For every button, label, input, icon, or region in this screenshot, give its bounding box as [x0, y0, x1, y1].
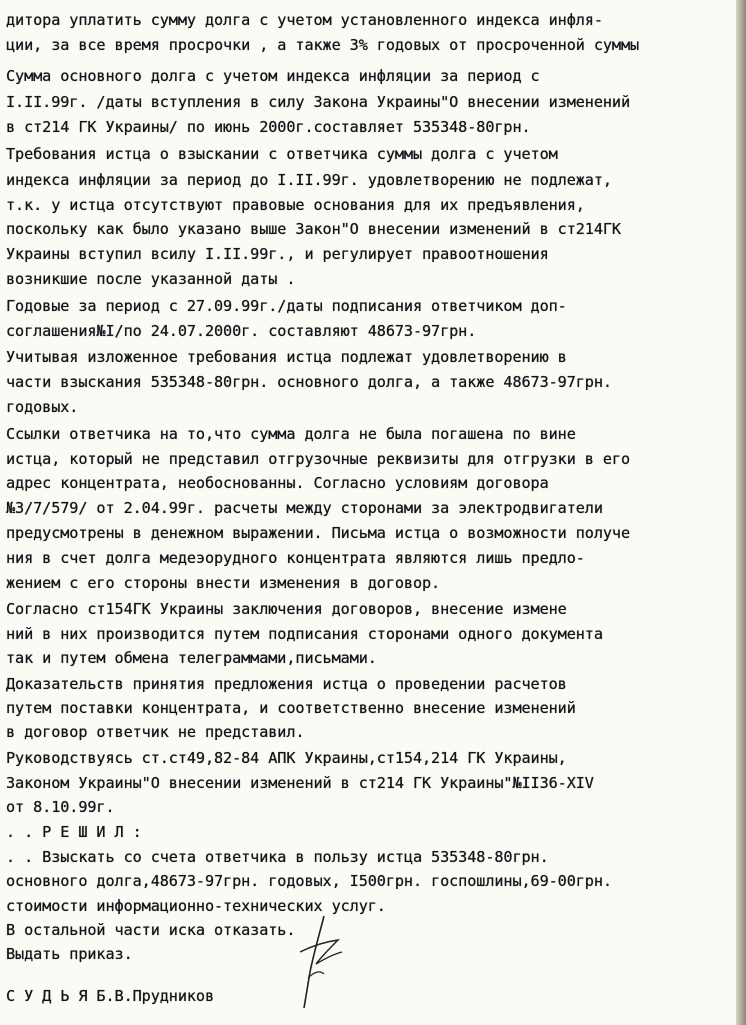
text-line: возникшие после указанной даты . — [6, 270, 296, 288]
text-line: Выдать приказ. — [6, 945, 133, 963]
text-line: ния в счет долга медеэорудного концентрата являются лишь предло- — [6, 549, 585, 567]
text-line: индекса инфляции за период до I.II.99г. удовлетворению не подлежат, — [6, 171, 612, 189]
decision-heading: . . Р Е Ш И Л : — [6, 823, 142, 841]
text-line: путем поставки концентрата, и соответственно внесение изменений — [6, 699, 576, 717]
text-line: №3/7/579/ от 2.04.99г. расчеты между сторонами за электродвигатели — [6, 499, 603, 517]
text-line: Доказательств принятия предложения истца о проведении расчетов — [6, 675, 567, 693]
text-line: Законом Украины"О внесении изменений в ст214 ГК Украины"№II36-XIV — [6, 774, 594, 792]
handwritten-signature — [290, 912, 350, 1012]
text-line: в ст214 ГК Украины/ по июнь 2000г.составляет 535348-80грн. — [6, 118, 531, 136]
text-line: истца, который не представил отгрузочные реквизиты для отгрузки в его — [6, 450, 631, 468]
text-line: Учитывая изложенное требования истца подлежат удовлетворению в — [6, 348, 567, 366]
text-line: соглашения№I/по 24.07.2000г. составляют 48673-97грн. — [6, 322, 477, 340]
text-line: Согласно ст154ГК Украины заключения договоров, внесение измене — [6, 600, 567, 618]
text-line: в договор ответчик не представил. — [6, 723, 305, 741]
text-line: основного долга,48673-97грн. годовых, I500грн. госпошлины,69-00грн. — [6, 872, 612, 890]
text-line: предусмотрены в денежном выражении. Письма истца о возможности получе — [6, 524, 631, 542]
text-line: жением с его стороны внести изменения в договор. — [6, 574, 441, 592]
text-line: Руководствуясь ст.ст49,82-84 АПК Украины,ст154,214 ГК Украины, — [6, 749, 567, 767]
text-line: ний в них производится путем подписания сторонами одного документа — [6, 625, 603, 643]
text-line: I.II.99г. /даты вступления в силу Закона Украины"О внесении изменений — [6, 93, 631, 111]
text-line: . . Взыскать со счета ответчика в пользу истца 535348-80грн. — [6, 848, 549, 866]
text-line: так и путем обмена телеграммами,письмами. — [6, 649, 377, 667]
text-line: стоимости информационно-технических услуг. — [6, 897, 386, 915]
text-line: поскольку как было указано выше Закон"О внесении изменений в ст214ГК — [6, 220, 621, 238]
text-line: от 8.10.99г. — [6, 798, 115, 816]
text-line: части взыскания 535348-80грн. основного долга, а также 48673-97грн. — [6, 373, 612, 391]
text-line: Ссылки ответчика на то,что сумма долга не была погашена по вине — [6, 425, 576, 443]
text-line: т.к. у истца отсутствуют правовые основания для их предъявления, — [6, 196, 585, 214]
text-line: Украины вступил всилу I.II.99г., и регулирует правоотношения — [6, 245, 549, 263]
text-line: В остальной части иска отказать. — [6, 921, 296, 939]
text-line: дитора уплатить сумму долга с учетом установленного индекса инфля- — [6, 11, 603, 29]
text-line: Требования истца о взыскании с ответчика суммы долга с учетом — [6, 145, 558, 163]
text-line: годовых. — [6, 398, 79, 416]
text-line: ции, за все время просрочки , а также 3% годовых от просроченной суммы — [6, 36, 640, 54]
text-line: адрес концентрата, необоснованны. Согласно условиям договора — [6, 474, 549, 492]
judge-signature-line: С У Д Ь Я Б.В.Прудников — [6, 987, 215, 1005]
text-line: Сумма основного долга с учетом индекса инфляции за период с — [6, 67, 540, 85]
page-edge-shadow — [736, 0, 746, 1025]
text-line: Годовые за период с 27.09.99г./даты подписания ответчиком доп- — [6, 297, 567, 315]
